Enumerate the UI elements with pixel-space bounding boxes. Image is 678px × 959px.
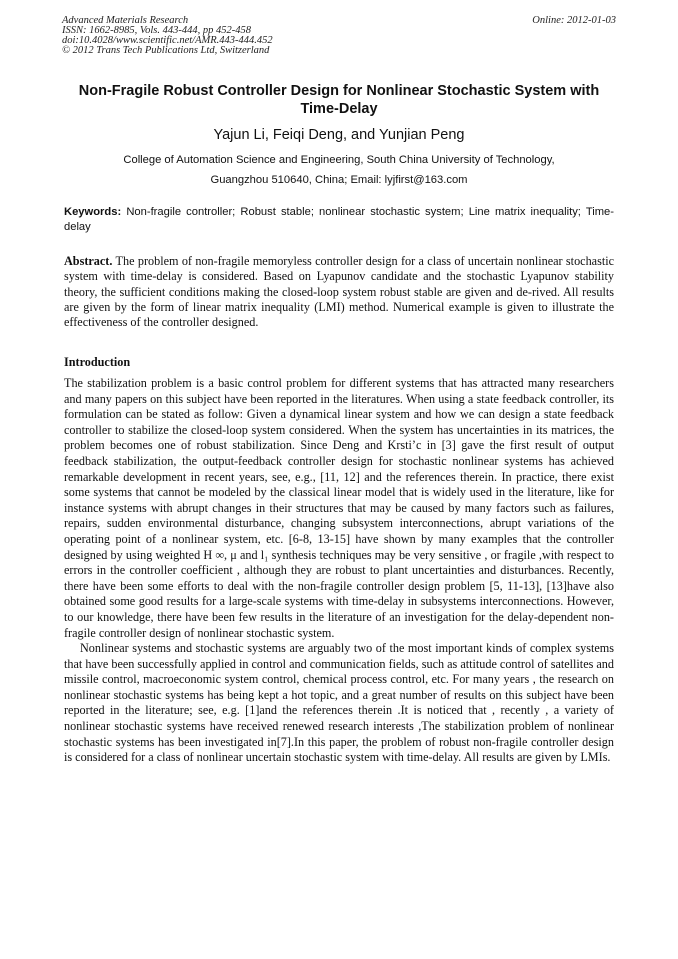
keywords-block [64, 205, 614, 235]
abstract-block [64, 254, 614, 330]
doi-line: doi:10.4028/www.scientific.net/AMR.443-444.452 [62, 35, 273, 46]
journal-name: Advanced Materials Research [62, 15, 189, 26]
abstract-label: Abstract. [64, 254, 113, 268]
abstract-text: The problem of non-fragile memoryless controller design for a class of uncertain nonlinear stochastic system with time-delay is considered. Based on Lyapunov candidate and the stochastic Lyapunov stability theory, the sufficient conditions making the closed-loop system robust stable are given and de-rived. All results are given by the form of linear matrix inequality (LMI) method. Numerical example is given to illustrate the effectiveness of the controller designed. [64, 254, 614, 330]
section-heading-introduction: Introduction [64, 355, 131, 369]
introduction-paragraph-2: Nonlinear systems and stochastic systems are arguably two of the most important kinds of complex systems that have been successfully applied in control and communication fields, such as attitude control of satellites and missile control, macroeconomic system control, chemical process control, etc. For many years , the research on nonlinear stochastic systems has being kept a hot topic, and a great number of results on this subject have been reported in the literature; see, e.g. [1]and the references therein .It is noticed that , recently , a variety of nonlinear stochastic systems have received renewed research interests ,The stabilization problem of nonlinear stochastic systems has been investigated in[7].In this paper, the problem of robust non-fragile controller design is considered for a class of nonlinear uncertain stochastic system with time-delay. All results are given by LMIs. [64, 641, 614, 765]
introduction-body [64, 376, 614, 766]
online-date: Online: 2012-01-03 [532, 15, 616, 26]
affiliation-line-2: Guangzhou 510640, China; Email: lyjfirst@163.com [210, 174, 468, 186]
paper-title: Non-Fragile Robust Controller Design for Nonlinear Stochastic System with Time-Delay [78, 83, 600, 117]
affiliation [64, 150, 614, 190]
introduction-paragraph-1: The stabilization problem is a basic control problem for different systems that has attracted many researchers and many papers on this subject have been reported in the literatures. When using a state feedback controller, its formulation can be stated as follow: Given a dynamical linear system and how we can design a state feedback controller to stabilize the closed-loop system considered. When the system has uncertainties in its matrices, the problem becomes one of robust stabilization. Since Deng and Krsti’c in [3] gave the first result of output feedback stabilization, the output-feedback controller design for stochastic nonlinear systems has achieved remarkable development in recent years, see, e.g., [11, 12] and the references therein. In practice, there exist some systems that cannot be modeled by the classical linear model that is widely used in the literature, like for instance systems with abrupt changes in their structures that may be caused by many factors such as failures, repairs, sudden environmental disturbance, changing subsystem interconnections, abrupt variations of the operating point of a nonlinear system, etc. [6-8, 13-15] have shown by many examples that the controller designed by using weighted H ∞, μ and l₁ synthesis techniques may be very sensitive , or fragile ,with respect to errors in the controller coefficient , although they are robust to plant uncertainties and disturbances. Recently, there have been some efforts to deal with the non-fragile controller design problem [5, 11-13], [13]have also obtained some good results for a large-scale systems with time-delay in subsystems interconnections. However, to our knowledge, there have been few results in the literature of an investigation for the delay-dependent non-fragile controller design of nonlinear stochastic system. [64, 376, 614, 640]
journal-header [62, 16, 616, 56]
keywords-label: Keywords: [64, 206, 122, 218]
copyright-line: © 2012 Trans Tech Publications Ltd, Switzerland [62, 45, 270, 56]
author-list: Yajun Li, Feiqi Deng, and Yunjian Peng [213, 127, 465, 143]
affiliation-line-1: College of Automation Science and Engineering, South China University of Technology, [123, 154, 555, 166]
issn-line: ISSN: 1662-8985, Vols. 443-444, pp 452-458 [62, 25, 251, 36]
keywords-text: Non-fragile controller; Robust stable; nonlinear stochastic system; Line matrix inequality; Time-delay [64, 206, 615, 233]
